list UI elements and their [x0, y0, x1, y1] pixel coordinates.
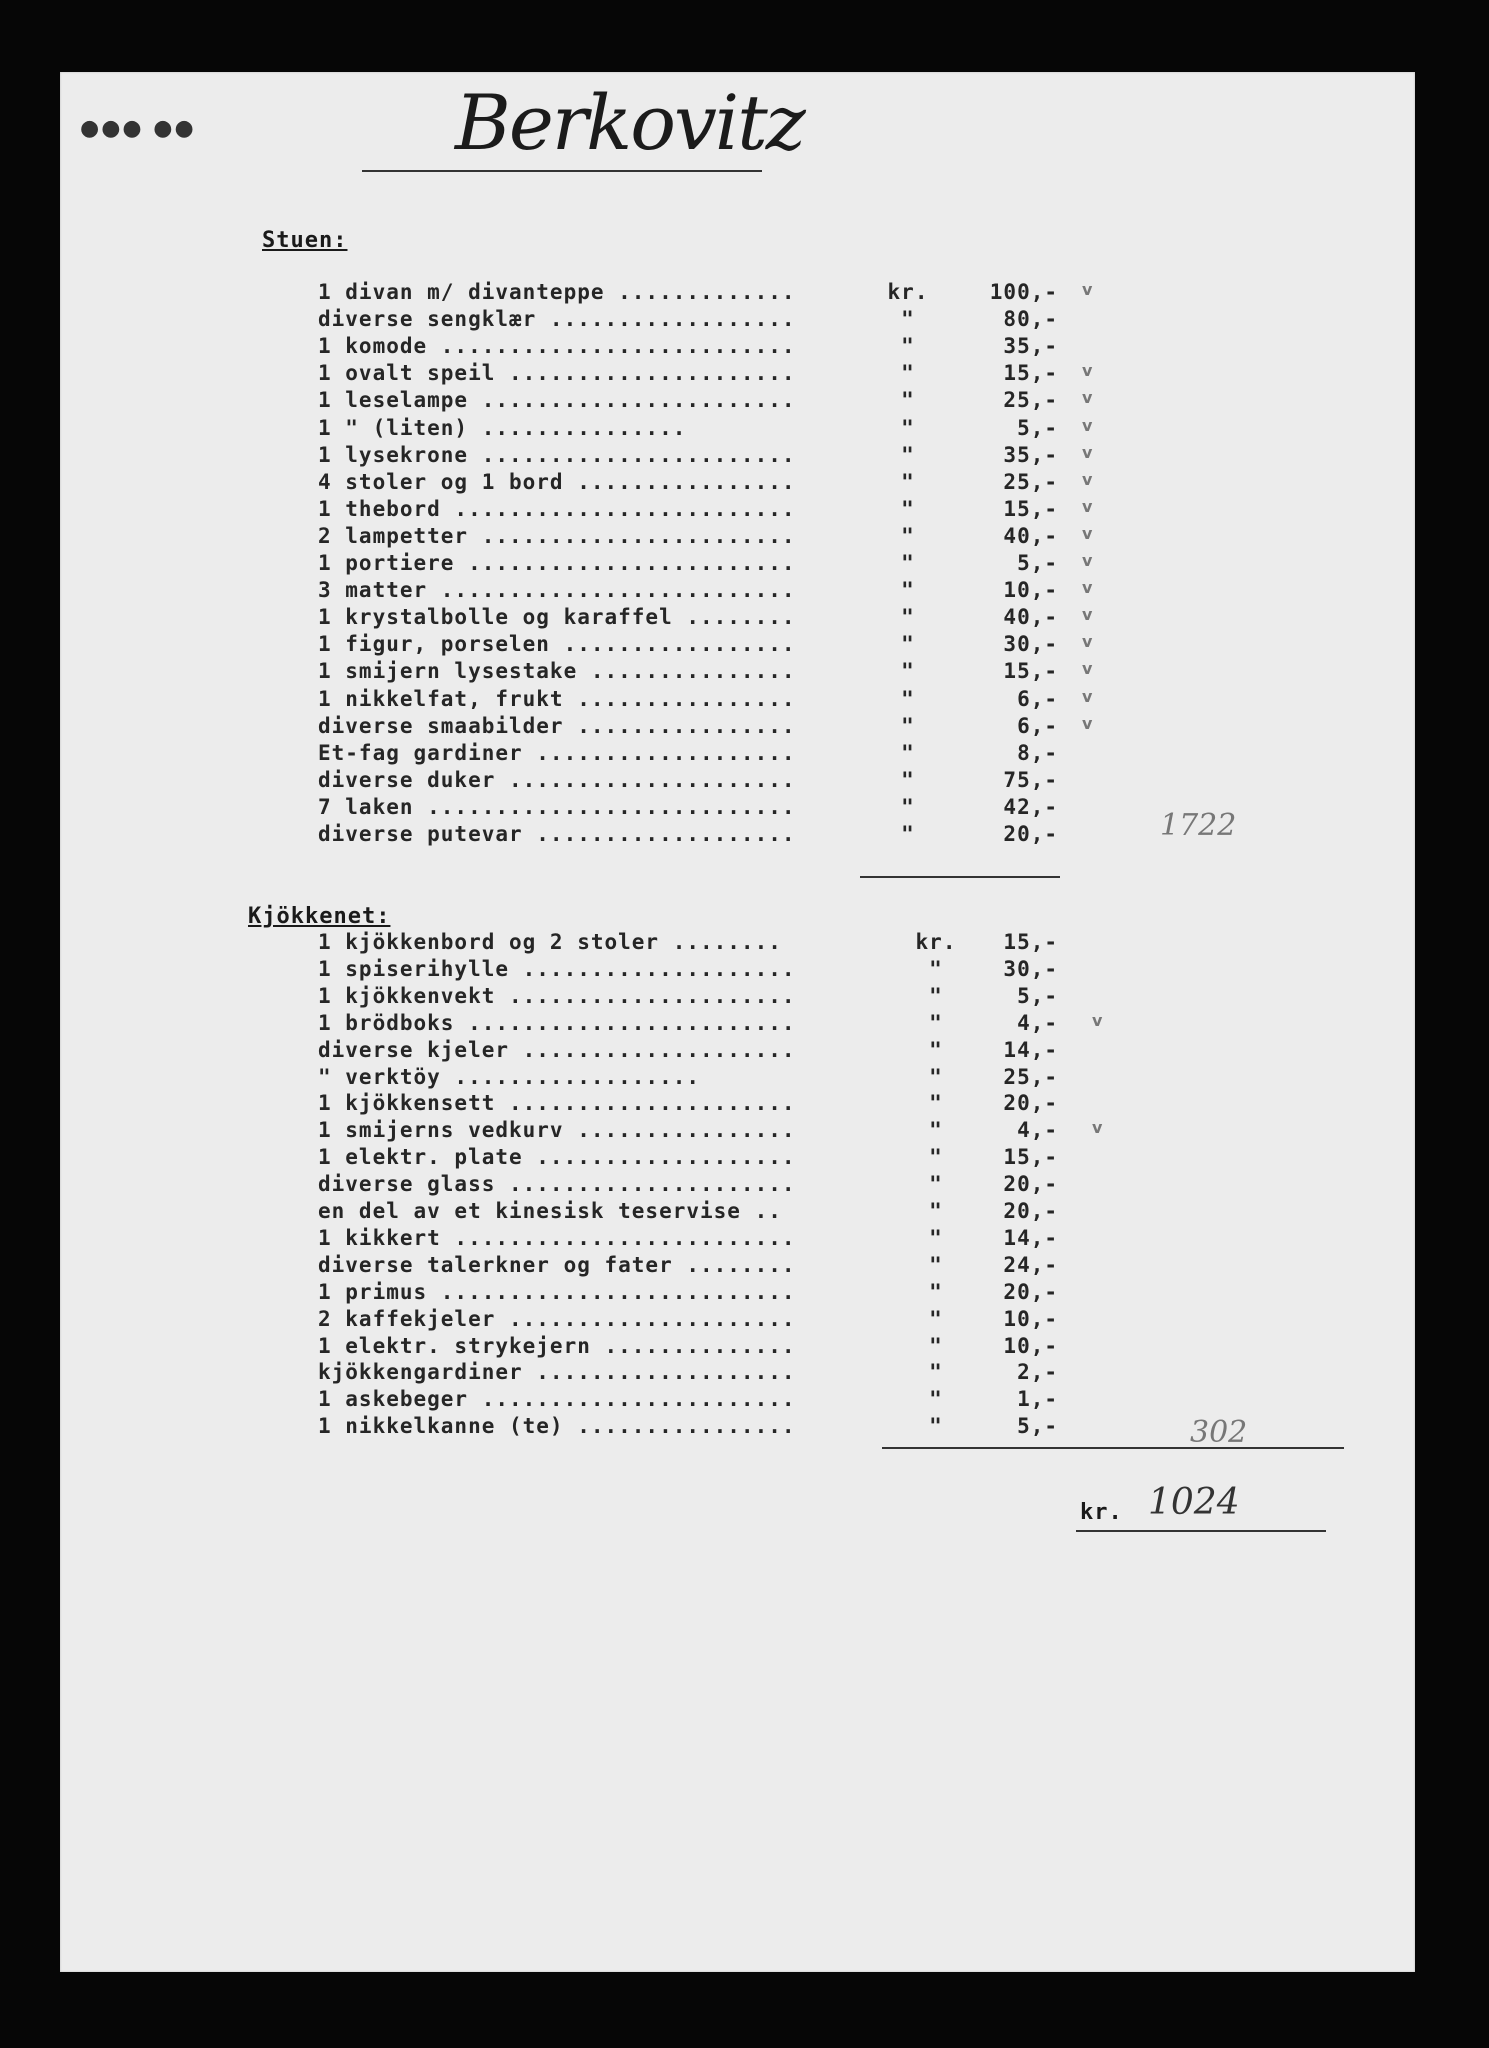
item-amount: 4,-	[1017, 1010, 1058, 1035]
item-amount: 5,-	[1017, 415, 1058, 440]
item-description: 2 kaffekjeler .....................	[318, 1306, 796, 1331]
item-currency: "	[901, 361, 915, 386]
item-currency: "	[901, 551, 915, 575]
item-description: diverse putevar ...................	[318, 822, 796, 846]
item-currency: "	[929, 1199, 943, 1223]
check-mark-icon: v	[1082, 280, 1094, 299]
corner-mark: ●●● ●●	[80, 116, 196, 141]
item-description: diverse kjeler ....................	[318, 1037, 796, 1062]
subtotal-rule-stuen	[860, 876, 1060, 878]
check-mark-icon: v	[1082, 415, 1094, 435]
item-description: 1 komode ..........................	[318, 334, 796, 359]
item-currency: "	[929, 1064, 943, 1089]
item-currency: "	[901, 740, 915, 765]
item-currency: "	[901, 523, 915, 548]
item-description: 1 smijern lysestake ...............	[318, 659, 796, 684]
item-description: 1 kikkert .........................	[318, 1225, 796, 1250]
item-currency: "	[901, 659, 915, 684]
item-currency: "	[901, 334, 915, 359]
item-currency: "	[901, 822, 915, 846]
item-currency: "	[901, 415, 915, 440]
item-description: 1 kjökkensett .....................	[318, 1091, 796, 1116]
item-amount: 15,-	[1003, 659, 1058, 684]
handwritten-subtotal-kjokkenet: 302	[1190, 1415, 1248, 1450]
item-currency: "	[929, 1172, 943, 1197]
item-currency: "	[929, 1118, 943, 1143]
item-description: 1 divan m/ divanteppe .............	[318, 280, 796, 304]
item-amount: 30,-	[1003, 956, 1058, 981]
check-mark-icon: v	[1082, 361, 1094, 381]
item-currency: "	[929, 1279, 943, 1304]
handwritten-total: 1024	[1148, 1482, 1240, 1523]
item-currency: "	[901, 388, 915, 413]
item-description: Et-fag gardiner ...................	[318, 740, 796, 765]
item-amount: 40,-	[1003, 523, 1058, 548]
item-amount: 42,-	[1003, 794, 1058, 819]
item-description: 1 askebeger .......................	[318, 1387, 796, 1412]
item-amount: 14,-	[1003, 1037, 1058, 1062]
item-description: 1 elektr. plate ...................	[318, 1145, 796, 1170]
item-amount: 8,-	[1017, 740, 1058, 765]
item-description: diverse glass .....................	[318, 1172, 796, 1197]
check-mark-icon: v	[1092, 1010, 1104, 1030]
item-description: 1 elektr. strykejern ..............	[318, 1333, 796, 1358]
item-currency: "	[929, 1145, 943, 1170]
item-amount: 25,-	[1003, 469, 1058, 494]
item-currency: "	[901, 442, 915, 467]
item-description: 1 nikkelfat, frukt ................	[318, 686, 796, 711]
item-currency: "	[929, 1360, 943, 1385]
item-description: 1 leselampe .......................	[318, 388, 796, 413]
item-description: 1 brödboks ........................	[318, 1010, 796, 1035]
section-heading-kjokkenet: Kjökkenet:	[248, 904, 391, 929]
item-amount: 10,-	[1003, 1306, 1058, 1331]
item-amount: 5,-	[1017, 1414, 1058, 1439]
item-description: 4 stoler og 1 bord ................	[318, 469, 796, 494]
item-currency: kr.	[915, 930, 957, 954]
check-mark-icon: v	[1082, 388, 1094, 408]
check-mark-icon: v	[1082, 605, 1094, 625]
check-mark-icon: v	[1082, 632, 1094, 652]
item-currency: kr.	[887, 280, 929, 304]
item-description: diverse duker .....................	[318, 767, 796, 792]
item-amount: 20,-	[1003, 1172, 1058, 1197]
item-currency: "	[901, 496, 915, 521]
item-description: diverse sengklær ..................	[318, 307, 796, 332]
check-mark-icon: v	[1082, 442, 1094, 462]
item-amount: 80,-	[1003, 307, 1058, 332]
item-description: en del av et kinesisk teservise ..	[318, 1199, 782, 1223]
item-description: 1 thebord .........................	[318, 496, 796, 521]
item-amount: 20,-	[1003, 1199, 1058, 1223]
item-description: 1 kjökkenbord og 2 stoler ........	[318, 930, 782, 954]
item-amount: 25,-	[1003, 388, 1058, 413]
item-currency: "	[901, 307, 915, 332]
item-amount: 35,-	[1003, 442, 1058, 467]
item-amount: 6,-	[1017, 686, 1058, 711]
item-currency: "	[901, 632, 915, 657]
section-heading-stuen: Stuen:	[262, 228, 348, 253]
item-currency: "	[929, 1252, 943, 1277]
check-mark-icon: v	[1082, 578, 1094, 598]
item-description: 2 lampetter .......................	[318, 523, 796, 548]
item-amount: 20,-	[1003, 1279, 1058, 1304]
item-currency: "	[929, 1414, 943, 1439]
item-currency: "	[929, 1333, 943, 1358]
item-amount: 5,-	[1017, 551, 1058, 575]
item-amount: 20,-	[1003, 822, 1058, 846]
handwritten-subtotal-stuen: 1722	[1160, 808, 1237, 843]
item-description: 1 " (liten) ...............	[318, 415, 687, 440]
item-amount: 100,-	[989, 280, 1058, 304]
item-description: 1 primus ..........................	[318, 1279, 796, 1304]
item-currency: "	[929, 983, 943, 1008]
item-description: 1 spiserihylle ....................	[318, 956, 796, 981]
check-mark-icon: v	[1082, 469, 1094, 489]
item-description: 1 smijerns vedkurv ................	[318, 1118, 796, 1143]
item-description: 1 portiere ........................	[318, 551, 796, 575]
item-description: 1 figur, porselen .................	[318, 632, 796, 657]
item-amount: 15,-	[1003, 361, 1058, 386]
item-description: 3 matter ..........................	[318, 578, 796, 603]
item-amount: 30,-	[1003, 632, 1058, 657]
item-amount: 6,-	[1017, 713, 1058, 738]
item-amount: 20,-	[1003, 1091, 1058, 1116]
check-mark-icon: v	[1082, 713, 1094, 733]
item-currency: "	[929, 1010, 943, 1035]
item-currency: "	[901, 794, 915, 819]
item-amount: 4,-	[1017, 1118, 1058, 1143]
item-currency: "	[929, 1037, 943, 1062]
item-amount: 14,-	[1003, 1225, 1058, 1250]
check-mark-icon: v	[1082, 659, 1094, 679]
signature-underline	[362, 170, 762, 172]
item-description: 1 krystalbolle og karaffel ........	[318, 605, 796, 630]
item-description: 1 lysekrone .......................	[318, 442, 796, 467]
item-currency: "	[901, 469, 915, 494]
item-description: diverse smaabilder ................	[318, 713, 796, 738]
total-rule	[1076, 1530, 1326, 1532]
item-currency: "	[929, 1306, 943, 1331]
check-mark-icon: v	[1092, 1118, 1104, 1138]
item-amount: 40,-	[1003, 605, 1058, 630]
item-amount: 35,-	[1003, 334, 1058, 359]
item-amount: 75,-	[1003, 767, 1058, 792]
item-currency: "	[901, 686, 915, 711]
item-amount: 15,-	[1003, 930, 1058, 954]
subtotal-rule-kjokkenet	[882, 1447, 1344, 1449]
item-currency: "	[929, 1387, 943, 1412]
item-currency: "	[929, 1225, 943, 1250]
item-description: 1 nikkelkanne (te) ................	[318, 1414, 796, 1439]
item-currency: "	[901, 767, 915, 792]
item-amount: 1,-	[1017, 1387, 1058, 1412]
check-mark-icon: v	[1082, 686, 1094, 706]
item-description: 1 ovalt speil .....................	[318, 361, 796, 386]
check-mark-icon: v	[1082, 496, 1094, 516]
item-amount: 2,-	[1017, 1360, 1058, 1385]
item-amount: 25,-	[1003, 1064, 1058, 1089]
total-label: kr.	[1080, 1500, 1123, 1525]
check-mark-icon: v	[1082, 523, 1094, 543]
item-amount: 15,-	[1003, 1145, 1058, 1170]
item-description: diverse talerkner og fater ........	[318, 1252, 796, 1277]
item-description: 1 kjökkenvekt .....................	[318, 983, 796, 1008]
handwritten-signature: Berkovitz	[455, 78, 804, 167]
item-description: 7 laken ...........................	[318, 794, 796, 819]
item-currency: "	[901, 578, 915, 603]
item-currency: "	[929, 1091, 943, 1116]
item-amount: 24,-	[1003, 1252, 1058, 1277]
item-currency: "	[929, 956, 943, 981]
item-amount: 10,-	[1003, 578, 1058, 603]
item-description: kjökkengardiner ...................	[318, 1360, 796, 1385]
item-amount: 5,-	[1017, 983, 1058, 1008]
item-amount: 10,-	[1003, 1333, 1058, 1358]
item-currency: "	[901, 605, 915, 630]
item-amount: 15,-	[1003, 496, 1058, 521]
check-mark-icon: v	[1082, 551, 1094, 570]
item-description: " verktöy ..................	[318, 1064, 701, 1089]
item-currency: "	[901, 713, 915, 738]
